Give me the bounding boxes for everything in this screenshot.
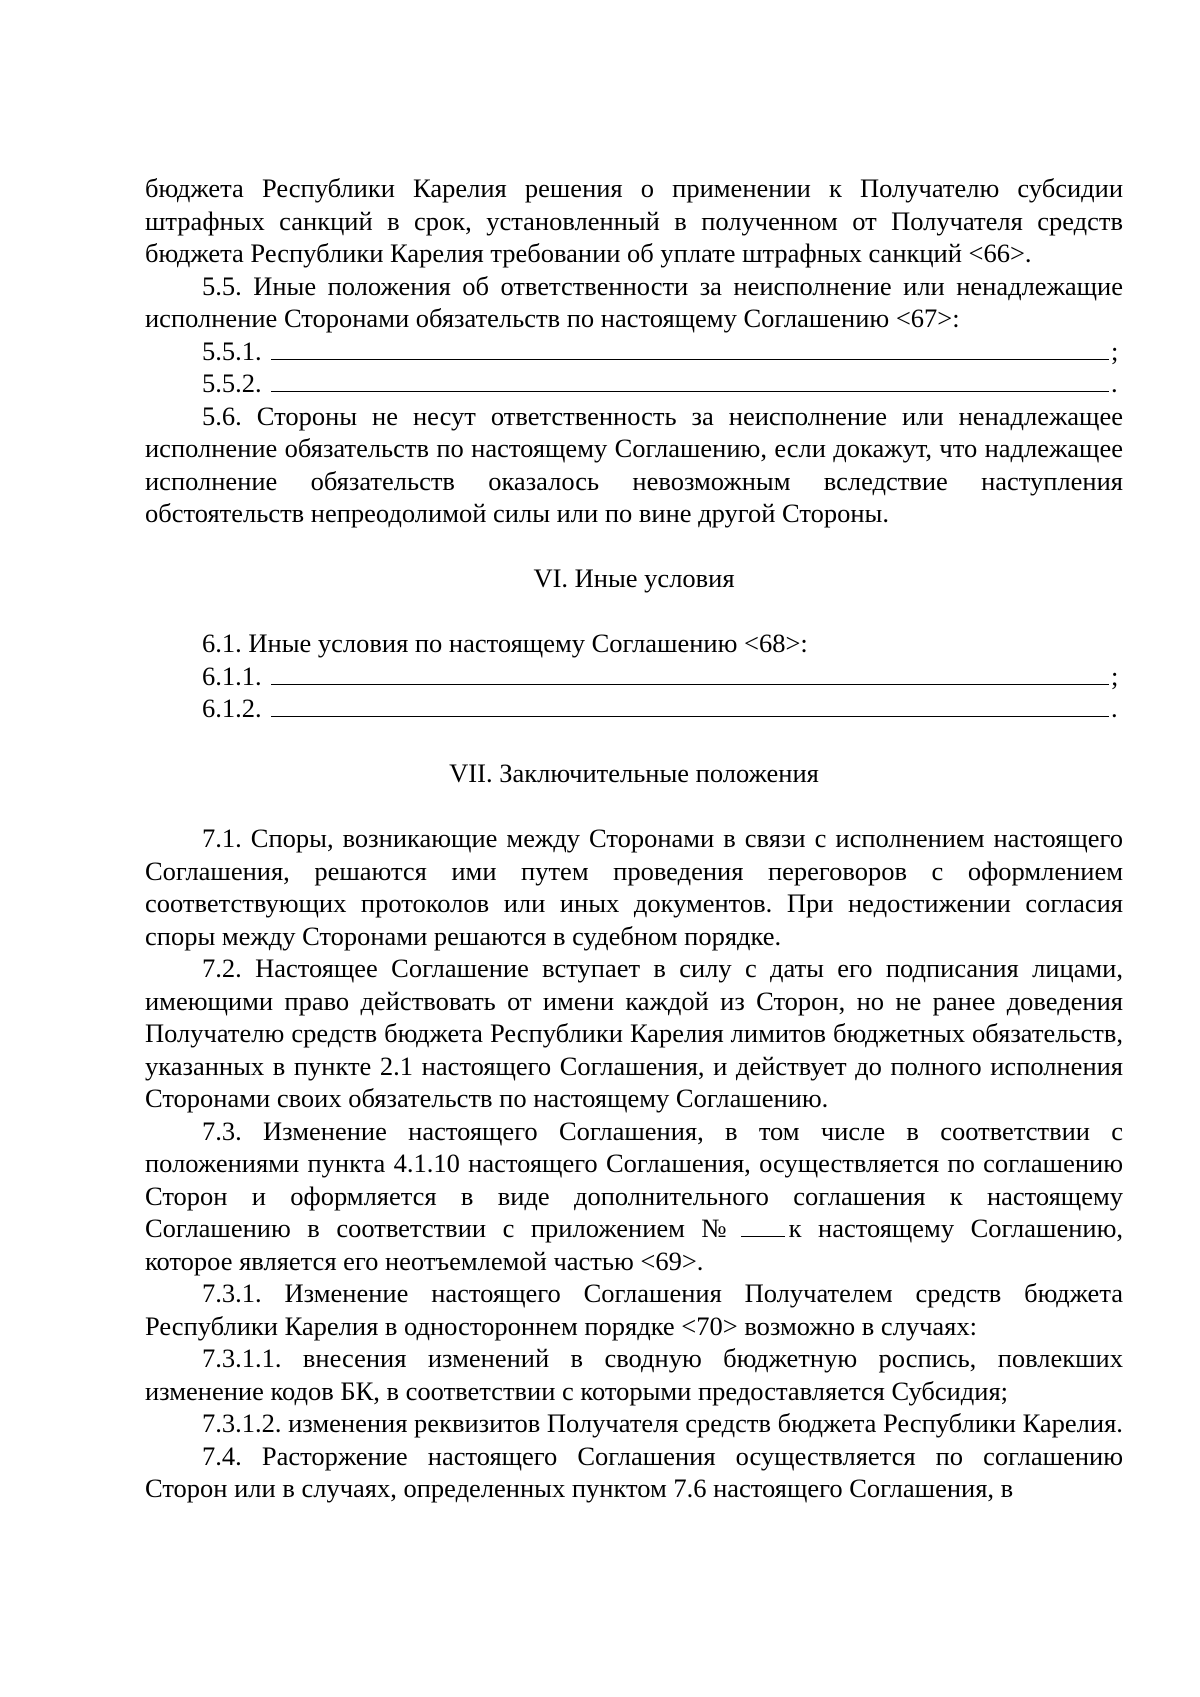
item-5-5-1-blank: [271, 335, 1109, 360]
item-6-1-2-blank: [271, 692, 1109, 717]
item-6-1-2-end: .: [1111, 693, 1118, 723]
item-6-1-2-number: 6.1.2.: [202, 693, 262, 723]
item-5-5-2-number: 5.5.2.: [202, 368, 262, 398]
spacer: [145, 595, 1123, 628]
paragraph-5-6: 5.6. Стороны не несут ответственность за неисполнение или ненадлежащее исполнение обязательств по настоящему Соглашению, если докажут, что надлежащее исполнение обязательств оказалось невозможным вследствие наступления обстоятельств непреодолимой силы или по вине другой Стороны.: [145, 400, 1123, 528]
appendix-number-blank: [741, 1216, 785, 1237]
document-body: [145, 172, 1123, 1505]
paragraph-7-1: 7.1. Споры, возникающие между Сторонами в связи с исполнением настоящего Соглашения, решаются ими путем проведения переговоров с оформлением соответствующих протоколов или иных документов. При недостижении согласия споры между Сторонами решаются в судебном порядке.: [145, 823, 1123, 951]
paragraph-7-3: [145, 1115, 1123, 1278]
paragraph-7-2: 7.2. Настоящее Соглашение вступает в силу с даты его подписания лицами, имеющими право действовать от имени каждой из Сторон, но не ранее доведения Получателю средств бюджета Республики Карелия лимитов бюджетных обязательств, указанных в пункте 2.1 настоящего Соглашения, и действует до полного исполнения Сторонами своих обязательств по настоящему Соглашению.: [145, 953, 1123, 1113]
spacer: [145, 725, 1123, 758]
section-6-heading: VI. Иные условия: [533, 563, 735, 593]
item-5-5-2-blank: [271, 367, 1109, 392]
paragraph-7-3-1-2: 7.3.1.2. изменения реквизитов Получателя средств бюджета Республики Карелия.: [202, 1408, 1123, 1438]
paragraph-7-4: 7.4. Расторжение настоящего Соглашения осуществляется по соглашению Сторон или в случаях, определенных пунктом 7.6 настоящего Соглашения, в: [145, 1440, 1123, 1503]
item-6-1-1-number: 6.1.1.: [202, 660, 262, 691]
item-6-1-1-end: ;: [1111, 660, 1119, 691]
item-5-5-1-number: 5.5.1.: [202, 335, 262, 366]
paragraph-7-3-part-a: 7.3. Изменение настоящего Соглашения, в том числе в соответствии с положениями пункта 4.1.10 настоящего Соглашения, осуществляется по соглашению Сторон и оформляется в виде дополнительного соглашения к настоящему Соглашению в соответствии с приложением №: [145, 1115, 1123, 1243]
paragraph-7-3-part-b: к настоящему Соглашению, которое является его неотъемлемой частью <69>.: [145, 1213, 1123, 1276]
paragraph-6-1: 6.1. Иные условия по настоящему Соглашению <68>:: [202, 628, 808, 658]
paragraph-7-3-1-1: 7.3.1.1. внесения изменений в сводную бюджетную роспись, повлекших изменение кодов БК, в соответствии с которыми предоставляется Субсидия;: [145, 1343, 1123, 1406]
item-5-5-1-end: ;: [1111, 335, 1119, 366]
paragraph-5-5: 5.5. Иные положения об ответственности за неисполнение или ненадлежащие исполнение Сторонами обязательств по настоящему Соглашению <67>:: [145, 270, 1123, 333]
item-5-5-1: [145, 335, 1123, 368]
item-6-1-1-blank: [271, 660, 1109, 685]
paragraph-5-4-continuation: бюджета Республики Карелия решения о применении к Получателю субсидии штрафных санкций в срок, установленный в полученном от Получателя средств бюджета Республики Карелия требовании об уплате штрафных санкций <66>.: [145, 173, 1123, 268]
section-7-heading: VII. Заключительные положения: [449, 758, 819, 788]
item-6-1-2: [145, 692, 1123, 725]
paragraph-7-3-1: 7.3.1. Изменение настоящего Соглашения Получателем средств бюджета Республики Карелия в одностороннем порядке <70> возможно в случаях:: [145, 1278, 1123, 1341]
spacer: [145, 530, 1123, 563]
item-5-5-2: [145, 367, 1123, 400]
item-6-1-1: [145, 660, 1123, 693]
spacer: [145, 790, 1123, 823]
item-5-5-2-end: .: [1111, 368, 1118, 398]
